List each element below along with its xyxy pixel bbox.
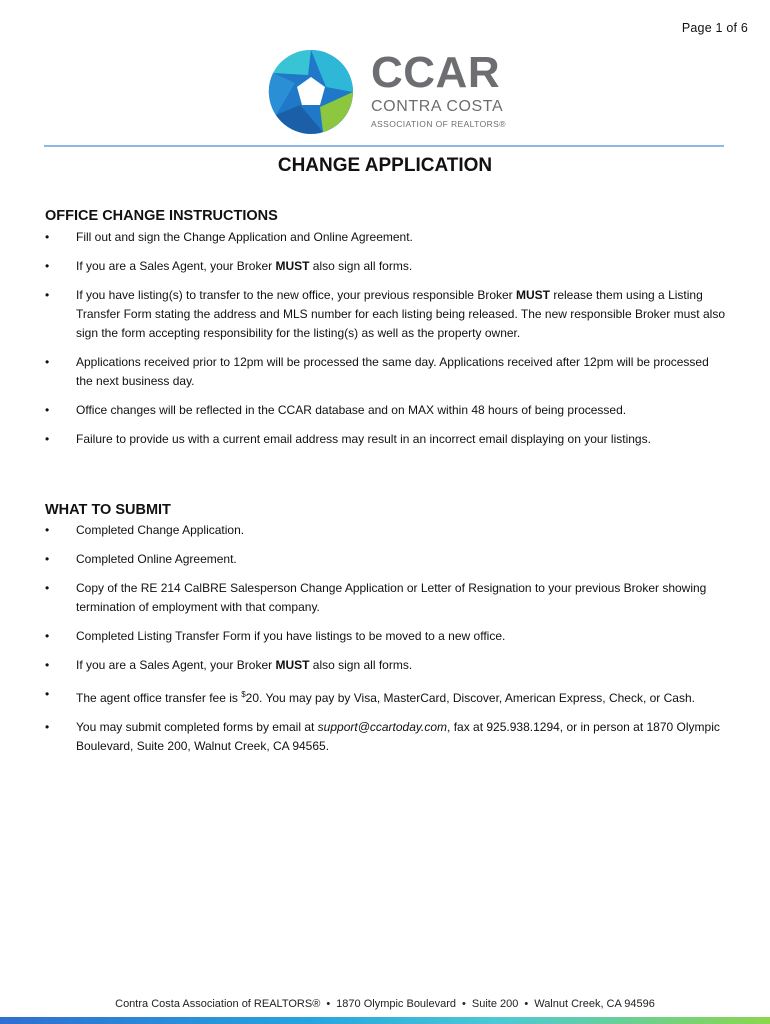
submit-heading: WHAT TO SUBMIT	[45, 502, 171, 518]
list-item: • Copy of the RE 214 CalBRE Salesperson Change Application or Letter of Resignation to your previous Broker showing termination of employment with that company.	[45, 579, 725, 617]
footer-org: Contra Costa Association of REALTORS®	[115, 998, 321, 1010]
support-email-link[interactable]: support@ccartoday.com	[317, 720, 448, 734]
footer-city: Walnut Creek, CA 94596	[534, 998, 655, 1010]
list-item: • You may submit completed forms by email at support@ccartoday.com, fax at 925.938.1294, or in person at 1870 Olympic Boulevard, Suite 200, Walnut Creek, CA 94565.	[45, 718, 725, 756]
instructions-list	[45, 228, 725, 459]
list-item: • Failure to provide us with a current email address may result in an incorrect email displaying on your listings.	[45, 430, 725, 449]
footer-address: 1870 Olympic Boulevard	[336, 998, 457, 1010]
list-item: • Applications received prior to 12pm will be processed the same day. Applications received after 12pm will be processed the next business day.	[45, 353, 725, 391]
list-item: • If you are a Sales Agent, your Broker MUST also sign all forms.	[45, 656, 725, 675]
list-item: • Fill out and sign the Change Application and Online Agreement.	[45, 228, 725, 247]
list-item: • If you are a Sales Agent, your Broker MUST also sign all forms.	[45, 257, 725, 276]
logo-line-2: ASSOCIATION OF REALTORS®	[371, 119, 506, 129]
ccar-logo-icon	[268, 49, 354, 135]
footer-separator: •	[462, 998, 466, 1010]
ccar-logo	[268, 49, 508, 137]
list-item: • Office changes will be reflected in the CCAR database and on MAX within 48 hours of being processed.	[45, 401, 725, 420]
logo-line-1: CONTRA COSTA	[371, 98, 504, 115]
page-number: Page 1 of 6	[681, 21, 748, 35]
footer-separator: •	[326, 998, 331, 1010]
list-item: • Completed Listing Transfer Form if you have listings to be moved to a new office.	[45, 627, 725, 646]
instructions-heading: OFFICE CHANGE INSTRUCTIONS	[45, 208, 278, 224]
list-item: • The agent office transfer fee is $20. You may pay by Visa, MasterCard, Discover, American Express, Check, or Cash.	[45, 685, 725, 708]
footer-color-bar	[0, 1017, 770, 1024]
document-title: CHANGE APPLICATION	[277, 155, 493, 176]
header-divider	[44, 145, 724, 147]
list-item: • Completed Change Application.	[45, 521, 725, 540]
submit-list	[45, 521, 725, 766]
list-item: • If you have listing(s) to transfer to the new office, your previous responsible Broker MUST release them using a Listing Transfer Form stating the address and MLS number for each listing being released. The new responsible Broker must also sign the form accepting responsibility for the listing(s) as well as the property owner.	[45, 286, 725, 343]
logo-wordmark: CCAR	[371, 48, 501, 97]
footer	[0, 998, 770, 1010]
footer-separator: •	[524, 998, 529, 1010]
list-item: • Completed Online Agreement.	[45, 550, 725, 569]
footer-suite: Suite 200	[471, 998, 519, 1010]
